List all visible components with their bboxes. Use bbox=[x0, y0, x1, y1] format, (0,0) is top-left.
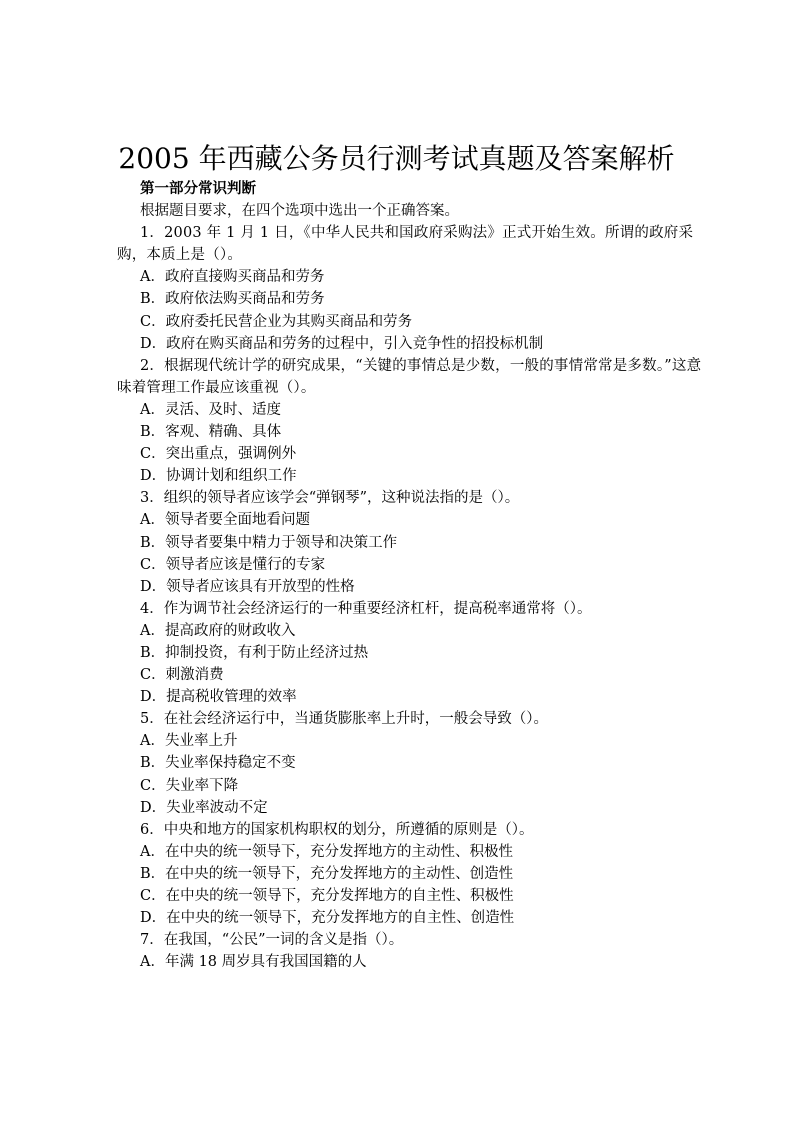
option: B．在中央的统一领导下，充分发挥地方的主动性、创造性 bbox=[140, 865, 514, 882]
option: A．灵活、及时、适度 bbox=[140, 401, 281, 418]
option: B．抑制投资，有利于防止经济过热 bbox=[140, 644, 369, 661]
option: D．领导者应该具有开放型的性格 bbox=[140, 578, 355, 595]
question-stem: 1．2003 年 1 月 1 日，《中华人民共和国政府采购法》正式开始生效。所谓的政府采购，本质上是（）。 bbox=[117, 225, 694, 264]
option: A．领导者要全面地看问题 bbox=[140, 512, 310, 529]
option: B．失业率保持稳定不变 bbox=[140, 755, 296, 772]
option: B．客观、精确、具体 bbox=[140, 424, 282, 441]
question-stem: 4．作为调节社会经济运行的一种重要经济杠杆，提高税率通常将（）。 bbox=[140, 600, 592, 617]
option: A．年满 18 周岁具有我国国籍的人 bbox=[140, 954, 367, 971]
option: D．协调计划和组织工作 bbox=[140, 468, 297, 485]
option: A．失业率上升 bbox=[140, 733, 238, 750]
option: C．政府委托民营企业为其购买商品和劳务 bbox=[140, 313, 413, 330]
page-title: 2005 年西藏公务员行测考试真题及答案解析 bbox=[118, 142, 675, 175]
question-stem: 3．组织的领导者应该学会“弹钢琴”，这种说法指的是（）。 bbox=[140, 490, 520, 507]
question-stem: 6．中央和地方的国家机构职权的划分，所遵循的原则是（）。 bbox=[140, 821, 534, 838]
option: C．突出重点，强调例外 bbox=[140, 446, 297, 463]
option: C．领导者应该是懂行的专家 bbox=[140, 556, 326, 573]
option: D．提高税收管理的效率 bbox=[140, 689, 297, 706]
question-stem: 7．在我国，“公民”一词的含义是指（）。 bbox=[140, 932, 404, 949]
section-heading: 第一部分常识判断 bbox=[140, 180, 256, 197]
document-body bbox=[117, 178, 702, 973]
option: B．政府依法购买商品和劳务 bbox=[140, 291, 325, 308]
option: C．在中央的统一领导下，充分发挥地方的自主性、积极性 bbox=[140, 888, 514, 904]
option: D．在中央的统一领导下，充分发挥地方的自主性、创造性 bbox=[140, 910, 515, 927]
option: D．失业率波动不定 bbox=[140, 799, 268, 816]
option: A．政府直接购买商品和劳务 bbox=[140, 269, 325, 286]
option: A．提高政府的财政收入 bbox=[140, 622, 296, 639]
question-stem: 5．在社会经济运行中，当通货膨胀率上升时，一般会导致（）。 bbox=[140, 711, 548, 728]
option: A．在中央的统一领导下，充分发挥地方的主动性、积极性 bbox=[140, 843, 513, 860]
question-stem: 2．根据现代统计学的研究成果，“关键的事情总是少数，一般的事情常常是多数。”这意味着管理工作最应该重视（）。 bbox=[117, 357, 702, 396]
option: C．失业率下降 bbox=[140, 777, 239, 794]
option: C．刺激消费 bbox=[140, 667, 224, 684]
option: B．领导者要集中精力于领导和决策工作 bbox=[140, 534, 398, 551]
option: D．政府在购买商品和劳务的过程中，引入竞争性的招投标机制 bbox=[140, 335, 544, 352]
instruction-text: 根据题目要求，在四个选项中选出一个正确答案。 bbox=[140, 203, 459, 220]
